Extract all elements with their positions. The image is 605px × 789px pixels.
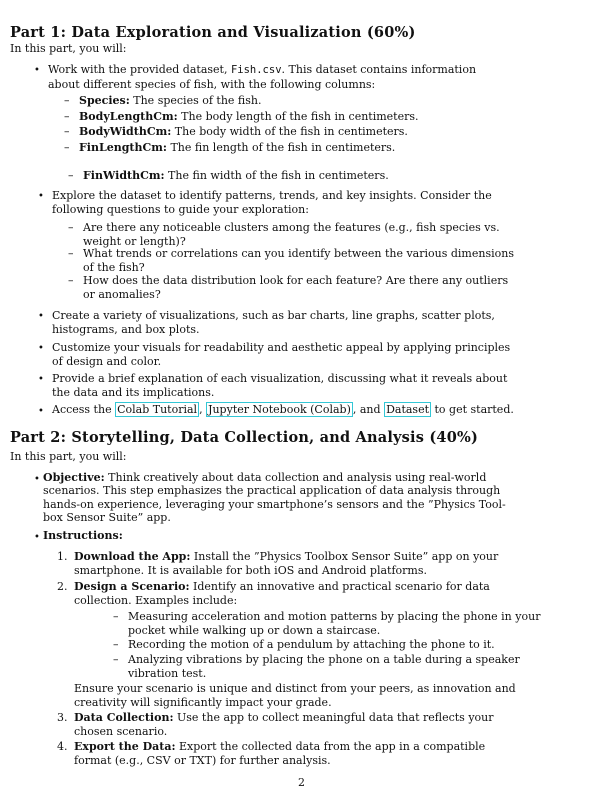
bullet-access: Access the Colab Tutorial , Jupyter Notebook (Colab) , and Dataset to get started.	[52, 403, 514, 416]
column-item: BodyWidthCm: The body width of the fish in centimeters.	[79, 125, 408, 138]
dash: –	[64, 141, 70, 154]
bullet-dataset: Work with the provided dataset, Fish.csv. This dataset contains information about different species of fish, with the following columns:	[48, 63, 477, 91]
part2-title: Part 2: Storytelling, Data Collection, and Analysis (40%)	[10, 429, 479, 446]
dash: –	[64, 94, 70, 107]
bullet-explore: Explore the dataset to identify patterns, trends, and key insights. Consider the following questions to guide your exploration:	[52, 189, 492, 216]
objective-paragraph: Objective: Think creatively about data collection and analysis using real-world scenarios. This step emphasizes the practical application of data analysis through hands-on experience, leveraging your smartphone’s sensors and the ”Physics Tool- box Sensor Suite” app.	[43, 471, 506, 525]
part2-intro: In this part, you will:	[10, 450, 127, 463]
step-design: Design a Scenario: Identify an innovative and practical scenario for data collection. Examples include:	[74, 580, 490, 607]
colab-tutorial-link[interactable]: Colab Tutorial	[117, 403, 198, 416]
bullet-dot: •	[38, 406, 44, 417]
step-export: Export the Data: Export the collected data from the app in a compatible format (e.g., CSV or TXT) for further analysis.	[74, 740, 486, 767]
bullet-dot: •	[34, 65, 40, 76]
part1-intro: In this part, you will:	[10, 42, 127, 55]
part1-title: Part 1: Data Exploration and Visualization (60%)	[10, 24, 416, 41]
dash: –	[64, 110, 70, 123]
question-item: Are there any noticeable clusters among the features (e.g., fish species vs. weight or length)?	[83, 221, 500, 248]
bullet-explain: Provide a brief explanation of each visualization, discussing what it reveals about the data and its implications.	[52, 372, 508, 399]
question-item: How does the data distribution look for each feature? Are there any outliers or anomalies?	[83, 274, 509, 301]
dash: –	[68, 274, 74, 287]
column-item: FinLengthCm: The fin length of the fish in centimeters.	[79, 141, 396, 154]
bullet-dot: •	[38, 311, 44, 322]
column-item: Species: The species of the fish.	[79, 94, 262, 107]
example-item: Analyzing vibrations by placing the phone on a table during a speaker vibration test.	[128, 653, 520, 680]
bullet-dot: •	[38, 374, 44, 385]
instructions-label: Instructions:	[43, 529, 123, 542]
step-number: 3.	[57, 711, 68, 724]
step-number: 1.	[57, 550, 68, 563]
step-collection: Data Collection: Use the app to collect meaningful data that reflects your chosen scenario.	[74, 711, 494, 738]
bullet-dot: •	[38, 191, 44, 202]
bullet-customize: Customize your visuals for readability and aesthetic appeal by applying principles of design and color.	[52, 341, 511, 368]
example-item: Recording the motion of a pendulum by attaching the phone to it.	[128, 638, 495, 651]
column-item: FinWidthCm: The fin width of the fish in centimeters.	[83, 169, 389, 182]
step-number: 4.	[57, 740, 68, 753]
dash: –	[113, 653, 119, 666]
page-number: 2	[298, 776, 305, 789]
dash: –	[68, 169, 74, 182]
bullet-dot: •	[34, 474, 40, 485]
question-item: What trends or correlations can you identify between the various dimensions of the fish?	[83, 247, 514, 274]
dash: –	[64, 125, 70, 138]
filename: Fish.csv	[230, 64, 282, 76]
bullet-dot: •	[34, 532, 40, 543]
dash: –	[68, 221, 74, 234]
ensure-paragraph: Ensure your scenario is unique and distinct from your peers, as innovation and creativity will significantly impact your grade.	[74, 682, 516, 709]
jupyter-notebook-link[interactable]: Jupyter Notebook (Colab)	[208, 403, 351, 416]
dash: –	[113, 610, 119, 623]
step-download: Download the App: Install the ”Physics Toolbox Sensor Suite” app on your smartphone. It is available for both iOS and Android platforms.	[74, 550, 499, 577]
column-item: BodyLengthCm: The body length of the fish in centimeters.	[79, 110, 419, 123]
bullet-visualize: Create a variety of visualizations, such as bar charts, line graphs, scatter plots, histograms, and box plots.	[52, 309, 495, 336]
dash: –	[113, 638, 119, 651]
example-item: Measuring acceleration and motion patterns by placing the phone in your pocket while walking up or down a staircase.	[128, 610, 541, 637]
dash: –	[68, 247, 74, 260]
bullet-dot: •	[38, 343, 44, 354]
step-number: 2.	[57, 580, 68, 593]
dataset-link[interactable]: Dataset	[386, 403, 429, 416]
